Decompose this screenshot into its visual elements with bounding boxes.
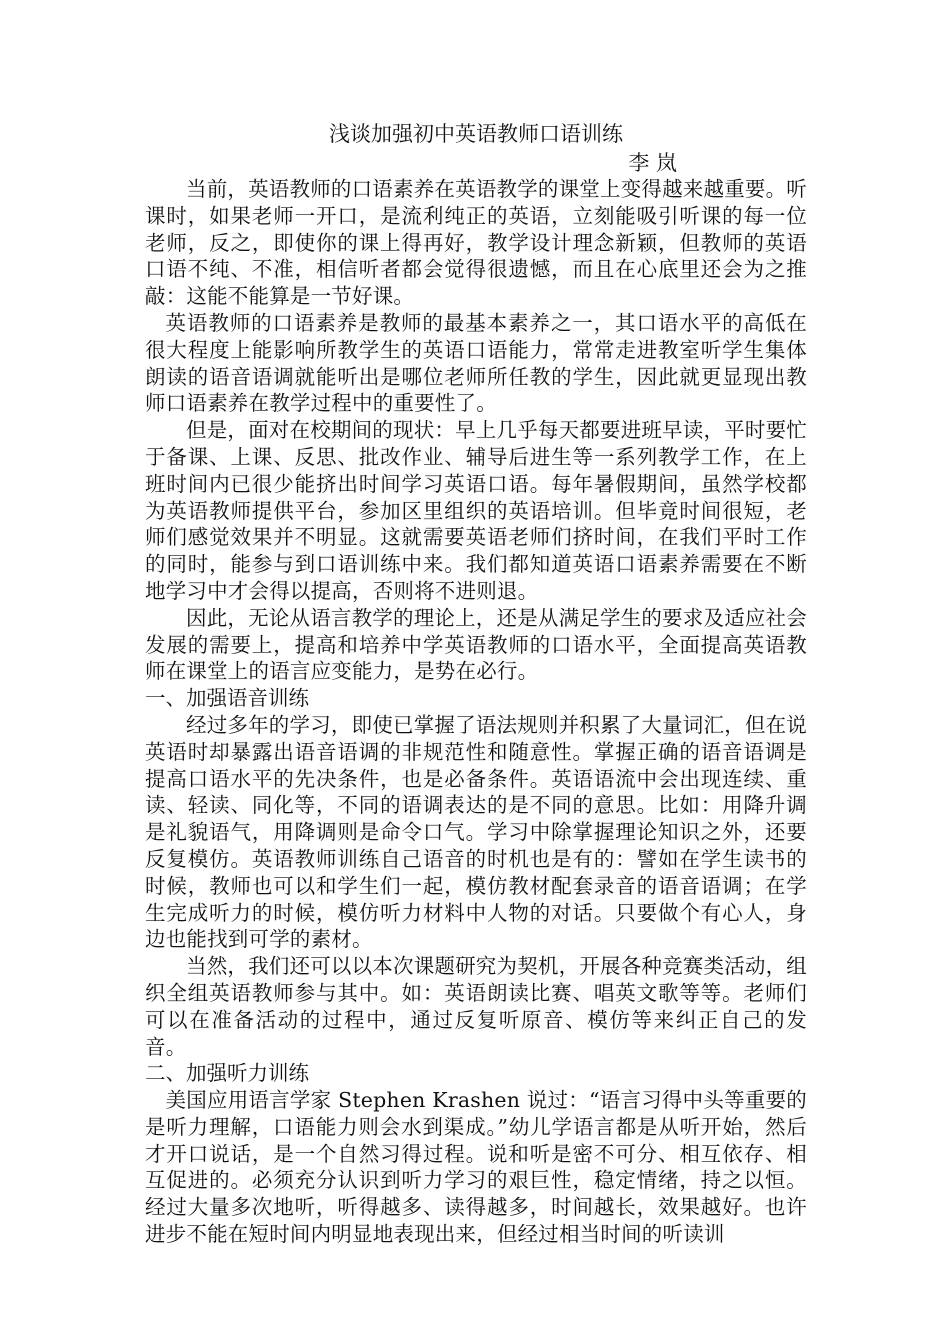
document-author: 李 岚 [628, 151, 677, 175]
paragraph-intro-1: 当前，英语教师的口语素养在英语教学的课堂上变得越来越重要。听课时，如果老师一开口，是流利纯正的英语，立刻能吸引听课的每一位老师，反之，即使你的课上得再好，教学设计理念新颖，但教师的英语口语不纯、不准，相信听者都会觉得很遗憾，而且在心底里还会为之推敲：这能不能算是一节好课。 [145, 177, 807, 309]
paragraph-intro-2: 英语教师的口语素养是教师的最基本素养之一，其口语水平的高低在很大程度上能影响所教学生的英语口语能力，常常走进教室听学生集体朗读的语音语调就能听出是哪位老师所任教的学生，因此就更显现出教师口语素养在教学过程中的重要性了。 [145, 310, 807, 416]
paragraph-intro-3: 但是，面对在校期间的现状：早上几乎每天都要进班早读，平时要忙于备课、上课、反思、批改作业、辅导后进生等一系列教学工作，在上班时间内已很少能挤出时间学习英语口语。每年暑假期间，虽然学校都为英语教师提供平台，参加区里组织的英语培训。但毕竟时间很短，老师们感觉效果并不明显。这就需要英语老师们挤时间，在我们平时工作的同时，能参与到口语训练中来。我们都知道英语口语素养需要在不断地学习中才会得以提高，否则将不进则退。 [145, 418, 807, 603]
document-page [145, 118, 807, 1248]
section-heading-pronunciation: 一、加强语音训练 [145, 686, 309, 711]
paragraph-listening-1: 美国应用语言学家 Stephen Krashen 说过：“语言习得中头等重要的是听力理解，口语能力则会水到渠成。”幼儿学语言都是从听开始，然后才开口说话，是一个自然习得过程。说和听是密不可分、相互依存、相互促进的。必须充分认识到听力学习的艰巨性，稳定情绪，持之以恒。经过大量多次地听，听得越多、读得越多，时间越长，效果越好。也许进步不能在短时间内明显地表现出来，但经过相当时间的听读训 [145, 1088, 807, 1247]
paragraph-intro-4: 因此，无论从语言教学的理论上，还是从满足学生的要求及适应社会发展的需要上，提高和培养中学英语教师的口语水平，全面提高英语教师在课堂上的语言应变能力，是势在必行。 [145, 605, 807, 684]
paragraph-pronunciation-1: 经过多年的学习，即使已掌握了语法规则并积累了大量词汇，但在说英语时却暴露出语音语调的非规范性和随意性。掌握正确的语音语调是提高口语水平的先决条件，也是必备条件。英语语流中会出现连续、重读、轻读、同化等，不同的语调表达的是不同的意思。比如：用降升调是礼貌语气，用降调则是命令口气。学习中除掌握理论知识之外，还要反复模仿。英语教师训练自己语音的时机也是有的：譬如在学生读书的时候，教师也可以和学生们一起，模仿教材配套录音的语音语调；在学生完成听力的时候，模仿听力材料中人物的对话。只要做个有心人，身边也能找到可学的素材。 [145, 712, 807, 952]
section-heading-listening: 二、加强听力训练 [145, 1061, 309, 1086]
paragraph-pronunciation-2: 当然，我们还可以以本次课题研究为契机，开展各种竞赛类活动，组织全组英语教师参与其中。如：英语朗读比赛、唱英文歌等等。老师们可以在准备活动的过程中，通过反复听原音、模仿等来纠正自己的发音。 [145, 954, 807, 1059]
document-title: 浅谈加强初中英语教师口语训练 [329, 122, 623, 146]
